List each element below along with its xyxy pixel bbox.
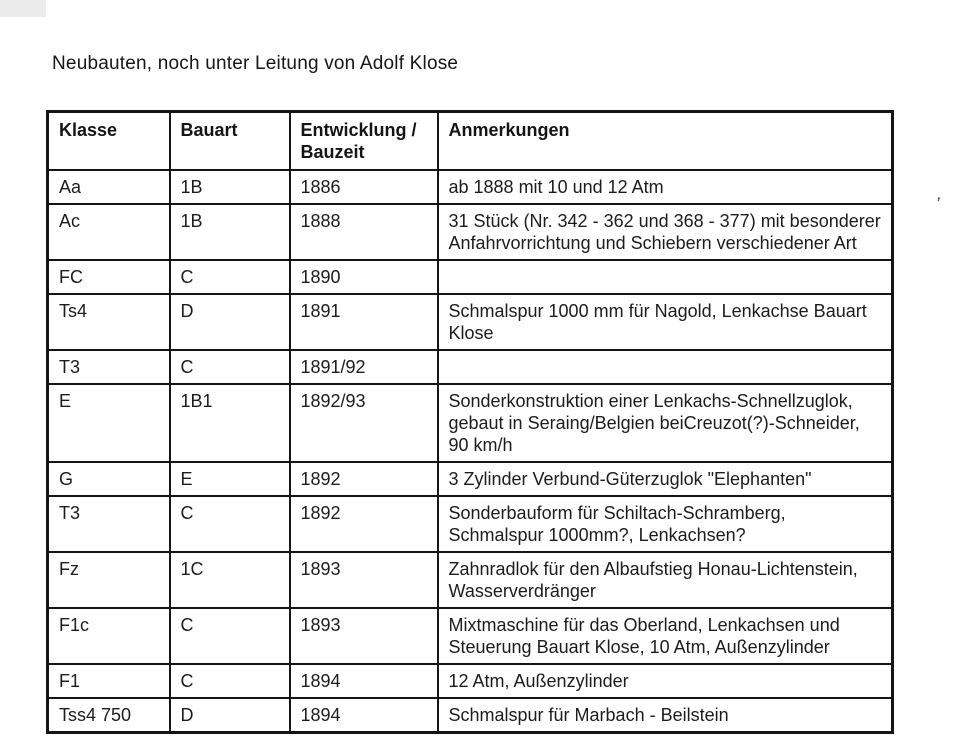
table-row bbox=[48, 384, 893, 462]
cell-bauart: 1B bbox=[170, 170, 290, 204]
table-row bbox=[48, 294, 893, 350]
cell-bauart: 1B1 bbox=[170, 384, 290, 462]
header-bauzeit: Entwicklung / Bauzeit bbox=[290, 112, 438, 170]
cell-klasse: FC bbox=[48, 260, 170, 294]
cell-klasse: Tss4 750 bbox=[48, 698, 170, 733]
cell-klasse: Aa bbox=[48, 170, 170, 204]
table-header-row bbox=[48, 112, 893, 170]
cell-anmerkungen: Schmalspur für Marbach - Beilstein bbox=[438, 698, 893, 733]
cell-anmerkungen: 3 Zylinder Verbund-Güterzuglok "Elephanten" bbox=[438, 462, 893, 496]
cell-anmerkungen bbox=[438, 350, 893, 384]
table-row bbox=[48, 350, 893, 384]
scan-artifact-mark: ’ bbox=[934, 193, 942, 214]
cell-anmerkungen: Sonderkonstruktion einer Lenkachs-Schnellzuglok, gebaut in Seraing/Belgien beiCreuzot(?)-Schneider, 90 km/h bbox=[438, 384, 893, 462]
table-row bbox=[48, 664, 893, 698]
cell-anmerkungen: 12 Atm, Außenzylinder bbox=[438, 664, 893, 698]
cell-klasse: F1 bbox=[48, 664, 170, 698]
cell-bauart: C bbox=[170, 608, 290, 664]
cell-klasse: E bbox=[48, 384, 170, 462]
table-row bbox=[48, 552, 893, 608]
cell-klasse: G bbox=[48, 462, 170, 496]
cell-bauzeit: 1888 bbox=[290, 204, 438, 260]
cell-bauzeit: 1894 bbox=[290, 698, 438, 733]
cell-anmerkungen: ab 1888 mit 10 und 12 Atm bbox=[438, 170, 893, 204]
cell-anmerkungen: 31 Stück (Nr. 342 - 362 und 368 - 377) mit besonderer Anfahrvorrichtung und Schiebern verschiedener Art bbox=[438, 204, 893, 260]
cell-anmerkungen: Schmalspur 1000 mm für Nagold, Lenkachse Bauart Klose bbox=[438, 294, 893, 350]
scan-artifact-patch bbox=[0, 0, 46, 17]
cell-bauart: 1C bbox=[170, 552, 290, 608]
cell-bauart: 1B bbox=[170, 204, 290, 260]
cell-anmerkungen bbox=[438, 260, 893, 294]
cell-bauart: D bbox=[170, 698, 290, 733]
cell-bauart: C bbox=[170, 260, 290, 294]
table-row bbox=[48, 170, 893, 204]
table-row bbox=[48, 698, 893, 733]
cell-bauzeit: 1892/93 bbox=[290, 384, 438, 462]
table-row bbox=[48, 608, 893, 664]
cell-bauzeit: 1892 bbox=[290, 462, 438, 496]
cell-bauzeit: 1894 bbox=[290, 664, 438, 698]
table-row bbox=[48, 462, 893, 496]
table-row bbox=[48, 204, 893, 260]
cell-anmerkungen: Zahnradlok für den Albaufstieg Honau-Lichtenstein, Wasserverdränger bbox=[438, 552, 893, 608]
cell-bauart: C bbox=[170, 496, 290, 552]
table-body bbox=[48, 170, 893, 733]
header-bauart: Bauart bbox=[170, 112, 290, 170]
cell-klasse: F1c bbox=[48, 608, 170, 664]
table-row bbox=[48, 496, 893, 552]
table-row bbox=[48, 260, 893, 294]
cell-klasse: Fz bbox=[48, 552, 170, 608]
locomotive-table bbox=[46, 110, 894, 734]
cell-klasse: Ac bbox=[48, 204, 170, 260]
cell-bauart: E bbox=[170, 462, 290, 496]
cell-bauzeit: 1893 bbox=[290, 552, 438, 608]
cell-klasse: Ts4 bbox=[48, 294, 170, 350]
cell-klasse: T3 bbox=[48, 350, 170, 384]
cell-anmerkungen: Mixtmaschine für das Oberland, Lenkachsen und Steuerung Bauart Klose, 10 Atm, Außenzylinder bbox=[438, 608, 893, 664]
header-anmerkungen: Anmerkungen bbox=[438, 112, 893, 170]
cell-bauzeit: 1891/92 bbox=[290, 350, 438, 384]
cell-bauzeit: 1890 bbox=[290, 260, 438, 294]
cell-bauart: C bbox=[170, 664, 290, 698]
cell-bauart: D bbox=[170, 294, 290, 350]
cell-bauzeit: 1891 bbox=[290, 294, 438, 350]
cell-bauzeit: 1886 bbox=[290, 170, 438, 204]
page-title: Neubauten, noch unter Leitung von Adolf Klose bbox=[52, 53, 459, 74]
cell-bauzeit: 1893 bbox=[290, 608, 438, 664]
cell-bauzeit: 1892 bbox=[290, 496, 438, 552]
cell-anmerkungen: Sonderbauform für Schiltach-Schramberg, Schmalspur 1000mm?, Lenkachsen? bbox=[438, 496, 893, 552]
header-klasse: Klasse bbox=[48, 112, 170, 170]
cell-klasse: T3 bbox=[48, 496, 170, 552]
cell-bauart: C bbox=[170, 350, 290, 384]
